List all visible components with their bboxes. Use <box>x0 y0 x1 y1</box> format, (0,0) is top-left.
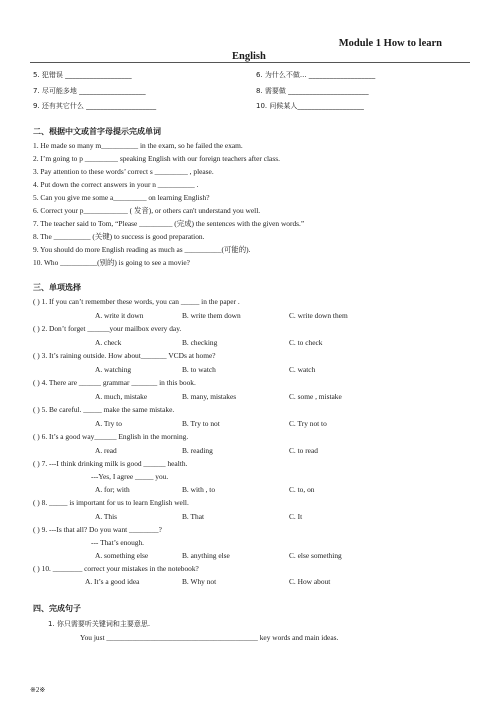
mc-5-option-a: A. Try to <box>95 419 122 428</box>
mc-10-option-c: C. How about <box>289 577 331 586</box>
mc-question-6: ( ) 6. It’s a good way______ English in the morning. <box>33 432 189 441</box>
fill-item-10: 10. Who __________(别的) is going to see a movie? <box>33 258 190 267</box>
mc-9-option-a: A. something else <box>95 551 149 560</box>
fill-item-2: 2. I’m going to p _________ speaking English with our foreign teachers after class. <box>33 154 280 163</box>
mc-9-option-c: C. else something <box>289 551 342 560</box>
mc-6-option-b: B. reading <box>182 446 213 455</box>
fill-item-1: 1. He made so many m__________ in the exam, so he failed the exam. <box>33 141 243 150</box>
mc-6-option-a: A. read <box>95 446 117 455</box>
mc-9-option-b: B. anything else <box>182 551 230 560</box>
mc-5-option-b: B. Try to not <box>182 419 220 428</box>
fill-item-3: 3. Pay attention to these words’ correct s _________ , please. <box>33 167 214 176</box>
vocab-item-6: 6. 为什么不做... ___________________ <box>256 71 376 79</box>
fill-item-4: 4. Put down the correct answers in your n __________ . <box>33 180 199 189</box>
vocab-item-7: 7. 尽可能多地 ___________________ <box>33 87 146 95</box>
mc-5-option-c: C. Try not to <box>289 419 327 428</box>
section-4-title: 四、完成句子 <box>33 604 81 613</box>
mc-1-option-b: B. write them down <box>182 311 241 320</box>
mc-2-option-a: A. check <box>95 338 122 347</box>
mc-2-option-b: B. checking <box>182 338 218 347</box>
mc-1-option-c: C. write down them <box>289 311 348 320</box>
mc-question-4: ( ) 4. There are ______ grammar _______ in this book. <box>33 378 196 387</box>
mc-question-7-reply: ---Yes, I agree _____ you. <box>91 472 169 481</box>
mc-question-10: ( ) 10. ________ correct your mistakes in the notebook? <box>33 564 199 573</box>
mc-1-option-a: A. write it down <box>95 311 144 320</box>
vocab-item-8: 8. 需要做 _______________________ <box>256 87 369 95</box>
mc-question-2: ( ) 2. Don’t forget ______your mailbox every day. <box>33 324 182 333</box>
header-title-line1: Module 1 How to learn <box>338 38 442 49</box>
mc-2-option-c: C. to check <box>289 338 323 347</box>
mc-7-option-a: A. for; with <box>95 485 130 494</box>
mc-10-option-b: B. Why not <box>182 577 217 586</box>
mc-3-option-c: C. watch <box>289 365 316 374</box>
mc-question-8: ( ) 8. _____ is important for us to learn English well. <box>33 498 189 507</box>
mc-question-7: ( ) 7. ---I think drinking milk is good ______ health. <box>33 459 188 468</box>
mc-question-1: ( ) 1. If you can’t remember these words, you can _____ in the paper . <box>33 297 240 306</box>
mc-7-option-b: B. with , to <box>182 485 216 494</box>
sentence-item-1-cn: 1. 你只需要听关键词和主要意思. <box>48 620 151 628</box>
mc-8-option-a: A. This <box>95 512 118 521</box>
mc-question-9: ( ) 9. ---Is that all? Do you want ________? <box>33 525 162 534</box>
mc-3-option-b: B. to watch <box>182 365 216 374</box>
fill-item-9: 9. You should do more English reading as much as __________(可能的). <box>33 245 251 254</box>
header-title-line2: English <box>232 51 266 62</box>
page-number: ※2※ <box>30 686 46 694</box>
vocab-item-10: 10. 问候某人___________________ <box>256 102 364 110</box>
fill-item-5: 5. Can you give me some a_________ on learning English? <box>33 193 210 202</box>
vocab-item-5: 5. 犯错误 ___________________ <box>33 71 132 79</box>
mc-8-option-c: C. It <box>289 512 303 521</box>
mc-10-option-a: A. It’s a good idea <box>85 577 140 586</box>
section-3-title: 三、单项选择 <box>33 283 81 292</box>
mc-3-option-a: A. watching <box>95 365 132 374</box>
header-rule <box>30 62 470 63</box>
sentence-item-1-en: You just _________________________________________ key words and main ideas. <box>80 633 339 642</box>
mc-question-3: ( ) 3. It’s raining outside. How about_______ VCDs at home? <box>33 351 216 360</box>
vocab-item-9: 9. 还有其它什么 ____________________ <box>33 102 157 110</box>
fill-item-7: 7. The teacher said to Tom, “Please _________ (完成) the sentences with the given words.” <box>33 219 305 228</box>
section-2-title: 二、根据中文或首字母提示完成单词 <box>33 127 161 136</box>
mc-8-option-b: B. That <box>182 512 205 521</box>
mc-4-option-b: B. many, mistakes <box>182 392 237 401</box>
mc-6-option-c: C. to read <box>289 446 318 455</box>
mc-4-option-c: C. some , mistake <box>289 392 342 401</box>
mc-4-option-a: A. much, mistake <box>95 392 148 401</box>
mc-question-5: ( ) 5. Be careful. _____ make the same mistake. <box>33 405 175 414</box>
mc-question-9-reply: --- That’s enough. <box>91 538 145 547</box>
mc-7-option-c: C. to, on <box>289 485 315 494</box>
fill-item-8: 8. The __________ (关键) to success is good preparation. <box>33 232 205 241</box>
fill-item-6: 6. Correct your p____________ ( 发音), or others can't understand you well. <box>33 206 261 215</box>
